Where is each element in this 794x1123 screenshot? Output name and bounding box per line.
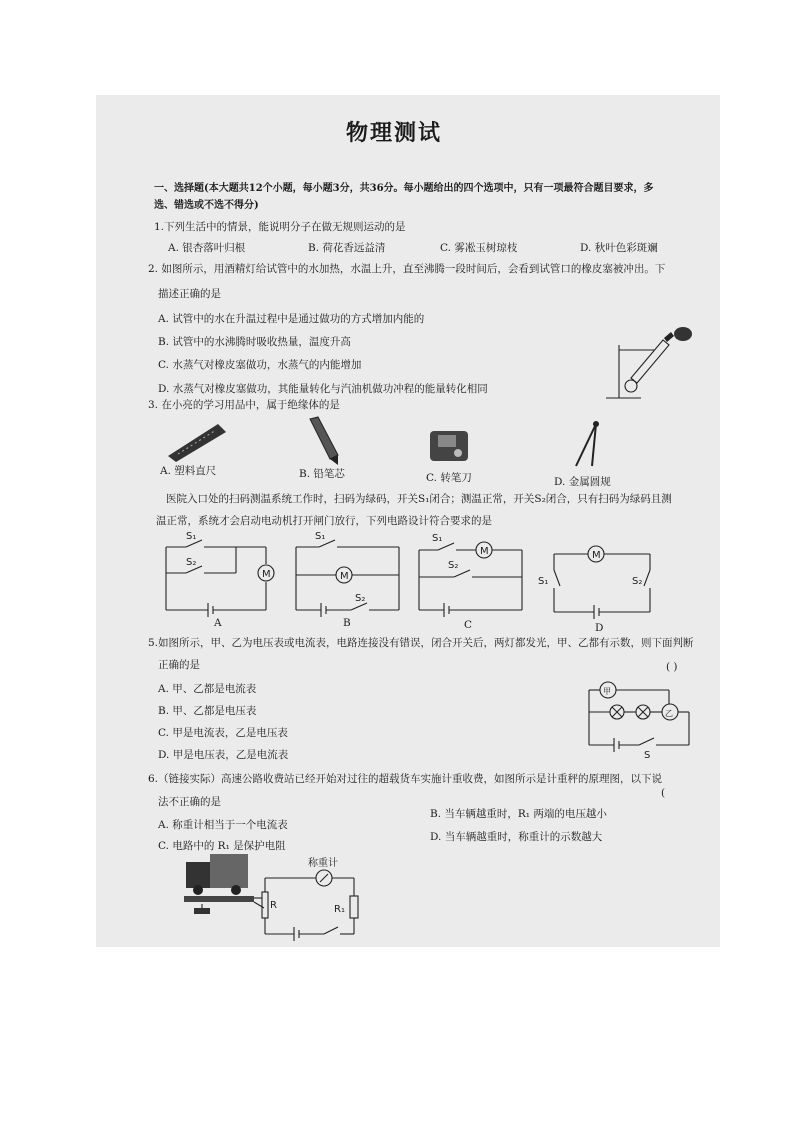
q3-option-b: B. 铅笔芯 <box>299 468 345 480</box>
q6-stem-cont: 法不正确的是 <box>158 796 221 808</box>
q5-stem-cont: 正确的是 <box>158 659 200 671</box>
alcohol-lamp <box>625 380 637 392</box>
q6-option-d: D. 当车辆越重时，称重计的示数越大 <box>430 831 603 843</box>
svg-text:S₂: S₂ <box>355 593 366 604</box>
q5-option-a: A. 甲、乙都是电流表 <box>158 683 257 695</box>
circuit-d-label: D <box>595 622 604 634</box>
weighing-scale-diagram <box>184 850 364 942</box>
q1-option-a: A. 银杏落叶归根 <box>168 242 246 254</box>
q2-option-c: C. 水蒸气对橡皮塞做功，水蒸气的内能增加 <box>158 359 362 371</box>
circuit-a-label: A <box>214 617 222 629</box>
q5-stem: 5.如图所示，甲、乙为电压表或电流表，电路连接没有错误，闭合开关后，两灯都发光，甲、乙都有示数，则下面判断 <box>148 637 694 649</box>
q5-option-c: C. 甲是电流表，乙是电压表 <box>158 727 288 739</box>
svg-text:S₁: S₁ <box>186 531 197 542</box>
circuit-c <box>414 535 532 625</box>
q6-option-c: C. 电路中的 R₁ 是保护电阻 <box>158 840 286 852</box>
section-heading: 一、选择题(本大题共12个小题，每小题3分，共36分。每小题给出的四个选项中，只有一项最符合题目要求，多 <box>154 183 654 194</box>
truck-body <box>210 854 248 888</box>
q1-stem: 1.下列生活中的情景，能说明分子在做无规则运动的是 <box>154 221 406 233</box>
svg-text:M: M <box>480 546 489 557</box>
q4-stem: 医院入口处的扫码测温系统工作时，扫码为绿码，开关S₁闭合；测温正常，开关S₂闭合，只有扫码为绿码且测 <box>166 493 672 505</box>
q3-option-c: C. 转笔刀 <box>426 472 472 484</box>
q1-option-b: B. 荷花香远益清 <box>308 242 386 254</box>
svg-text:S: S <box>644 750 651 761</box>
truck-cab <box>186 862 210 888</box>
svg-text:S₂: S₂ <box>632 576 643 587</box>
q3-option-d: D. 金属圆规 <box>554 476 611 488</box>
q1-option-d: D. 秋叶色彩斑斓 <box>580 242 658 254</box>
q2-option-d: D. 水蒸气对橡皮塞做功，其能量转化与汽油机做功冲程的能量转化相同 <box>158 383 488 395</box>
rubber-stopper <box>664 332 674 342</box>
steam-cloud <box>674 327 692 341</box>
section-heading-cont: 选、错选或不选不得分) <box>154 200 259 211</box>
q2-stem-cont: 描述正确的是 <box>158 288 221 300</box>
resistor-r1-label: R₁ <box>334 904 345 915</box>
svg-text:S₁: S₁ <box>432 533 443 544</box>
svg-text:S₂: S₂ <box>448 560 459 571</box>
meter-label: 称重计 <box>308 858 338 869</box>
circuit-c-label: C <box>464 619 473 631</box>
q5-option-b: B. 甲、乙都是电压表 <box>158 705 257 717</box>
scale-platform <box>184 896 254 902</box>
plastic-ruler-image <box>166 420 228 462</box>
page-title: 物理测试 <box>346 120 443 146</box>
heating-apparatus-diagram <box>601 320 711 400</box>
q6-stem: 6.（链接实际）高速公路收费站已经开始对过往的超载货车实施计重收费，如图所示是计重秤的原理图，以下说 <box>148 773 663 785</box>
svg-text:M: M <box>592 550 601 561</box>
svg-text:S₁: S₁ <box>315 531 326 542</box>
q1-option-c: C. 雾凇玉树琼枝 <box>440 242 518 254</box>
circuit-b <box>291 531 409 625</box>
svg-text:甲: 甲 <box>603 687 611 696</box>
q5-answer-blank: ( ) <box>666 661 678 673</box>
q6-option-a: A. 称重计相当于一个电流表 <box>158 819 288 831</box>
pencil-lead-image <box>304 417 344 467</box>
resistor-r-label: R <box>270 900 277 911</box>
pencil-sharpener-image <box>426 425 474 465</box>
test-tube <box>631 340 669 383</box>
q6-answer-blank: ( <box>661 787 666 799</box>
metal-compass-image <box>566 420 606 470</box>
q4-stem-cont: 温正常，系统才会启动电动机打开闸门放行，下列电路设计符合要求的是 <box>156 515 492 527</box>
svg-text:乙: 乙 <box>665 709 673 718</box>
svg-text:M: M <box>340 571 349 582</box>
q5-circuit-diagram <box>584 680 694 760</box>
svg-text:S₁: S₁ <box>538 576 549 587</box>
svg-text:M: M <box>262 569 271 580</box>
q2-option-a: A. 试管中的水在升温过程中是通过做功的方式增加内能的 <box>158 313 425 325</box>
svg-text:S₂: S₂ <box>186 557 197 568</box>
exam-paper <box>96 95 720 947</box>
q3-stem: 3. 在小亮的学习用品中，属于绝缘体的是 <box>148 399 340 411</box>
q2-option-b: B. 试管中的水沸腾时吸收热量，温度升高 <box>158 336 351 348</box>
circuit-b-label: B <box>343 617 351 629</box>
q6-option-b: B. 当车辆越重时，R₁ 两端的电压越小 <box>430 808 607 820</box>
circuit-a <box>156 531 274 625</box>
q5-option-d: D. 甲是电压表，乙是电流表 <box>158 749 289 761</box>
q2-stem: 2. 如图所示，用酒精灯给试管中的水加热，水温上升，直至沸腾一段时间后，会看到试管口的橡皮塞被冲出。下 <box>148 263 666 275</box>
q3-option-a: A. 塑料直尺 <box>160 465 217 477</box>
circuit-d <box>536 540 661 630</box>
